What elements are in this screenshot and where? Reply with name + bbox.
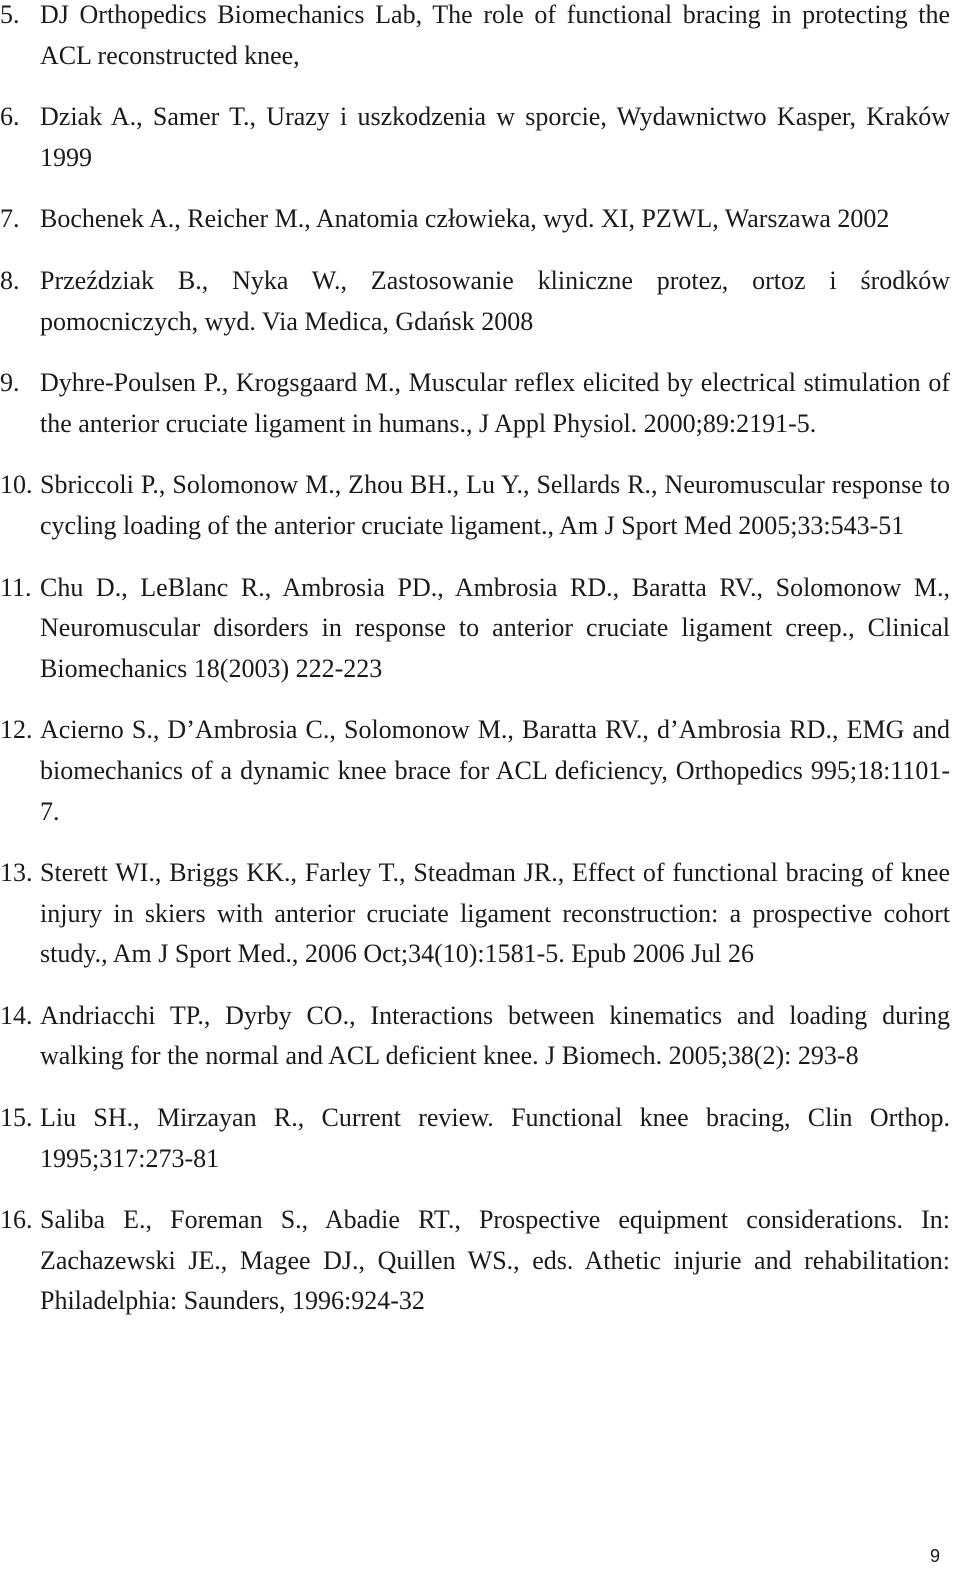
reference-item: [0, 97, 950, 178]
reference-item: [0, 996, 950, 1077]
reference-number: 10.: [0, 470, 33, 500]
reference-item: [0, 710, 950, 832]
reference-text: Sbriccoli P., Solomonow M., Zhou BH., Lu Y., Sellards R., Neuromuscular response to cycling loading of the anterior cruciate ligament., Am J Sport Med 2005;33:543-51: [40, 470, 950, 540]
reference-number: 9.: [0, 368, 20, 398]
reference-text: Dyhre-Poulsen P., Krogsgaard M., Muscular reflex elicited by electrical stimulation of the anterior cruciate ligament in humans., J Appl Physiol. 2000;89:2191-5.: [40, 368, 950, 438]
page-number: 9: [929, 1546, 940, 1566]
reference-number: 15.: [0, 1103, 33, 1133]
reference-number: 12.: [0, 715, 33, 745]
reference-text: Liu SH., Mirzayan R., Current review. Functional knee bracing, Clin Orthop. 1995;317:273-81: [40, 1103, 950, 1173]
reference-number: 8.: [0, 265, 20, 295]
reference-item: [0, 1098, 950, 1179]
reference-text: Acierno S., D’Ambrosia C., Solomonow M., Baratta RV., d’Ambrosia RD., EMG and biomechanics of a dynamic knee brace for ACL deficiency, Orthopedics 995;18:1101-7.: [40, 715, 950, 826]
reference-text: Saliba E., Foreman S., Abadie RT., Prospective equipment considerations. In: Zachazewski JE., Magee DJ., Quillen WS., eds. Athetic injurie and rehabilitation: Philadelphia: Saunders, 1996:924-32: [40, 1205, 950, 1316]
reference-number: 7.: [0, 204, 20, 234]
reference-number: 16.: [0, 1205, 33, 1235]
reference-number: 6.: [0, 102, 20, 132]
reference-item: [0, 853, 950, 975]
reference-item: [0, 199, 950, 240]
reference-item: [0, 465, 950, 546]
reference-text: Chu D., LeBlanc R., Ambrosia PD., Ambrosia RD., Baratta RV., Solomonow M., Neuromuscular disorders in response to anterior cruciate ligament creep., Clinical Biomechanics 18(2003) 222-223: [40, 572, 950, 683]
reference-item: [0, 1200, 950, 1322]
reference-text: Bochenek A., Reicher M., Anatomia człowieka, wyd. XI, PZWL, Warszawa 2002: [40, 204, 890, 234]
reference-item: [0, 0, 950, 76]
reference-number: 11.: [0, 572, 32, 602]
reference-text: Dziak A., Samer T., Urazy i uszkodzenia w sporcie, Wydawnictwo Kasper, Kraków 1999: [40, 102, 950, 172]
reference-item: [0, 261, 950, 342]
reference-item: [0, 363, 950, 444]
reference-text: Andriacchi TP., Dyrby CO., Interactions between kinematics and loading during walking for the normal and ACL deficient knee. J Biomech. 2005;38(2): 293-8: [40, 1000, 950, 1071]
reference-text: Sterett WI., Briggs KK., Farley T., Steadman JR., Effect of functional bracing of knee injury in skiers with anterior cruciate ligament reconstruction: a prospective cohort study., Am J Sport Med., 2006 Oct;34(10):1581-5. Epub 2006 Jul 26: [40, 858, 950, 969]
reference-number: 5.: [0, 0, 20, 29]
reference-number: 14.: [0, 1000, 33, 1030]
reference-text: DJ Orthopedics Biomechanics Lab, The role of functional bracing in protecting the ACL reconstructed knee,: [40, 0, 950, 70]
reference-item: [0, 568, 950, 690]
reference-number: 13.: [0, 858, 33, 888]
reference-text: Przeździak B., Nyka W., Zastosowanie kliniczne protez, ortoz i środków pomocniczych, wyd. Via Medica, Gdańsk 2008: [40, 265, 950, 336]
